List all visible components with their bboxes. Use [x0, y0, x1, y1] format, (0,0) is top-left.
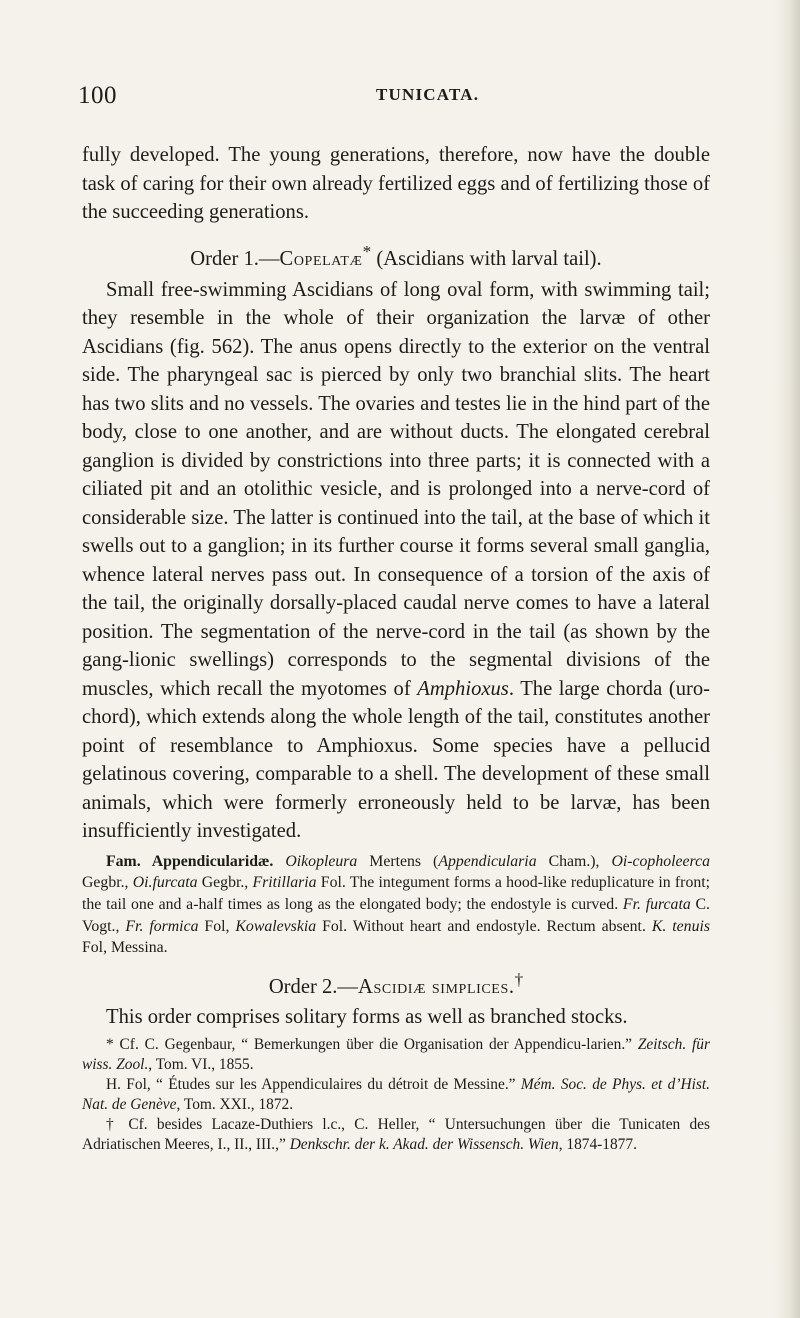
footnote-3-volume: , 1874-1877. — [558, 1135, 637, 1153]
genus-fritillaria: Fritillaria — [252, 874, 317, 892]
genus-oikopleura: Oikopleura — [285, 852, 358, 870]
footnote-3-text: † Cf. besides Lacaze-Duthiers l.c., C. Heller, “ Untersuchungen über die Tunicaten des Adriatischen Meeres, I., II., III.,” — [82, 1115, 710, 1153]
family-text: Cham.), — [536, 852, 612, 870]
family-text: Mertens ( — [357, 852, 439, 870]
footnote-3-journal: Denkschr. der k. Akad. der Wissensch. Wien — [289, 1135, 559, 1153]
order-2-prefix: Order 2.— — [268, 975, 359, 998]
order-1-prefix: Order 1.— — [190, 247, 280, 270]
footnote-2-text: H. Fol, “ Études sur les Appendiculaires du détroit de Messine.” — [106, 1075, 521, 1093]
species-k-tenuis: K. tenuis — [651, 917, 711, 935]
family-text: Fol, Messina. — [82, 939, 168, 957]
footnote-1-journal: Zeitsch. für wiss. Zool. — [82, 1035, 710, 1073]
genus-amphioxus: Amphioxus — [417, 677, 509, 700]
footnotes — [82, 1035, 710, 1155]
genus-oicopholeerca: Oi-copholeerca — [611, 852, 711, 870]
species-fr-furcata: Fr. furcata — [622, 896, 691, 914]
order-1-footnote-marker: * — [362, 241, 372, 261]
order-1-text-part-2: . The large chorda (uro-chord), which extends along the whole length of the tail, constitutes another point of resemblance to Amphioxus. Some species have a pellucid gelatinous covering, comparable to a shell. The development of these small animals, which were formerly erroneously held to be larvæ, has been insufficiently investigated. — [82, 677, 711, 843]
family-text: Gegbr., — [197, 874, 253, 892]
order-2-heading — [82, 966, 710, 1001]
family-text: Fol. The integument forms a hood-like reduplicature in front; the tail one and a-half times as long as the elongated body; the endostyle is curved. — [82, 874, 711, 914]
footnote-2-volume: , Tom. XXI., 1872. — [176, 1095, 294, 1113]
page-number: 100 — [78, 82, 117, 109]
footnote-3 — [82, 1115, 710, 1155]
species-fr-formica: Fr. formica — [125, 917, 199, 935]
page-edge-shadow — [774, 0, 800, 1318]
family-text: C. Vogt., — [82, 896, 711, 935]
order-1-text-part-1: Small free-swimming Ascidians of long oval form, with swimming tail; they resemble in the whole of their organization the larvæ of other Ascidians (fig. 562). The anus opens directly to the exterior on the ventral side. The pharyngeal sac is pierced by only two branchial slits. The heart has two slits and no vessels. The ovaries and testes lie in the hind part of the body, close to one another, and are without ducts. The elongated cerebral ganglion is divided by constrictions into three parts; it is connected with a ciliated pit and an otolithic vesicle, and is prolonged into a nerve-cord of considerable size. The latter is continued into the tail, at the base of which it swells out to a ganglion; in its further course it forms several small ganglia, whence lateral nerves pass out. In consequence of a torsion of the axis of the tail, the originally dorsally-placed caudal nerve comes to have a lateral position. The segmentation of the nerve-cord in the tail (as shown by the gang-lionic swellings) corresponds to the segmental divisions of the muscles, which recall the myotomes of — [82, 278, 710, 700]
family-paragraph — [82, 851, 710, 959]
family-text — [273, 853, 285, 870]
footnote-2-journal: Mém. Soc. de Phys. et d’Hist. Nat. de Genève — [82, 1075, 710, 1113]
footnote-1-volume: , Tom. VI., 1855. — [148, 1055, 254, 1073]
genus-appendicularia: Appendicularia — [438, 852, 537, 870]
family-text: Gegbr., — [82, 874, 133, 892]
species-oi-furcata: Oi.furcata — [132, 874, 198, 892]
order-1-heading — [82, 238, 710, 273]
order-2-paragraph: This order comprises solitary forms as well as branched stocks. — [106, 1006, 628, 1029]
order-1-name: Copelatæ — [279, 247, 363, 270]
footnote-1 — [82, 1035, 710, 1075]
order-1-paragraph — [82, 276, 710, 846]
footnote-2 — [82, 1075, 710, 1115]
order-1-description: (Ascidians with larval tail). — [371, 247, 602, 270]
page-header — [78, 82, 718, 112]
order-2-name: Ascidiæ simplices. — [358, 975, 515, 998]
intro-paragraph: fully developed. The young generations, therefore, now have the double task of caring for their own already fertilized eggs and of fertilizing those of the succeeding generations. — [82, 144, 710, 223]
genus-kowalevskia: Kowalevskia — [235, 917, 317, 935]
family-name: Fam. Appendicularidæ. — [106, 852, 274, 870]
family-text: Fol, — [198, 917, 236, 935]
footnote-1-text: * Cf. C. Gegenbaur, “ Bemerkungen über die Organisation der Appendicu-larien.” — [106, 1035, 638, 1053]
order-2-footnote-marker: † — [514, 969, 524, 989]
family-text: Fol. Without heart and endostyle. Rectum absent. — [316, 917, 652, 935]
page-content — [82, 141, 710, 1155]
running-title: TUNICATA. — [376, 85, 480, 104]
